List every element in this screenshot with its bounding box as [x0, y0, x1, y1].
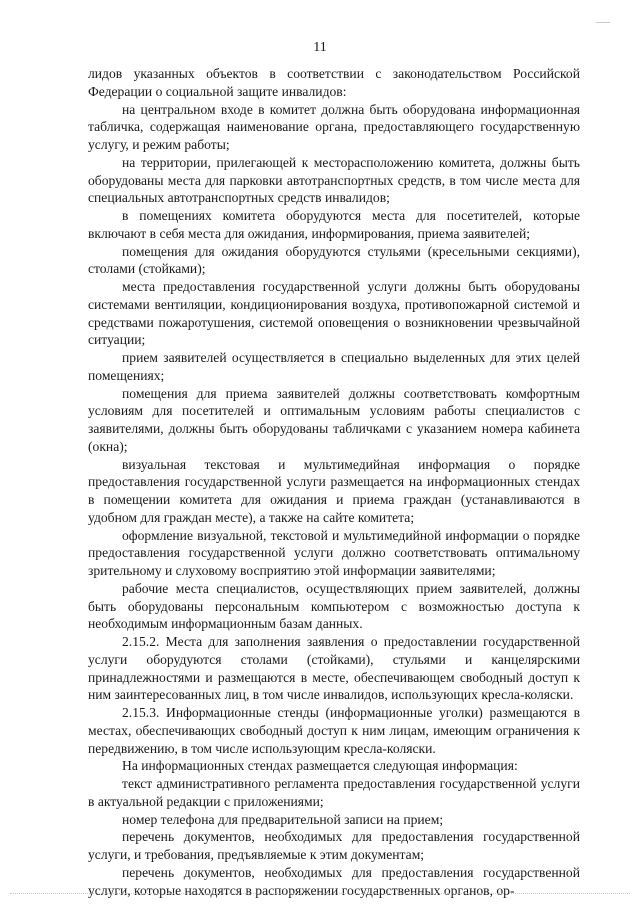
paragraph-phone-number: номер телефона для предварительной записи на прием;	[122, 811, 444, 827]
page-number: 11	[313, 40, 327, 55]
paragraph-2-15-3: 2.15.3. Информационные стенды (информационные уголки) размещаются в местах, обеспечивающих свободный доступ к ним лицам, имеющим ограничения к передвижению, в том числе использующим кресла-коляски.	[88, 705, 580, 756]
paragraph-information-design: оформление визуальной, текстовой и мультимедийной информации о порядке предоставления государственной услуги должно соответствовать оптимальному зрительному и слуховому восприятию этой информации заявителями;	[88, 527, 580, 578]
paragraph-reception-rooms: прием заявителей осуществляется в специально выделенных для этих целей помещениях;	[88, 350, 580, 383]
paragraph-visual-information: визуальная текстовая и мультимедийная информация о порядке предоставления государственной услуги размещается на информационных стендах в помещении комитета для ожидания и приема граждан (устанавливаются в удобном для граждан месте), а также на сайте комитета;	[88, 456, 580, 525]
paragraph-visitor-places: в помещениях комитета оборудуются места для посетителей, которые включают в себя места для ожидания, информирования, приема заявителей;	[88, 208, 580, 241]
paragraph-document-list-agencies: перечень документов, необходимых для предоставления государственной услуги, которые находятся в распоряжении государственных органов, ор-	[88, 864, 580, 898]
paragraph-stand-info-intro: На информационных стендах размещается следующая информация:	[122, 758, 518, 774]
paragraph-regulation-text: текст административного регламента предоставления государственной услуги в актуальной редакции с приложениями;	[88, 776, 580, 809]
paragraph-continuation: лидов указанных объектов в соответствии с законодательством Российской Федерации о социальной защите инвалидов:	[88, 66, 580, 99]
paragraph-comfort-conditions: помещения для приема заявителей должны соответствовать комфортным условиям для посетителей и оптимальным условиям работы специалистов с заявителями, должны быть оборудованы табличками с указанием номера кабинета (окна);	[88, 385, 580, 454]
paragraph-document-list: перечень документов, необходимых для предоставления государственной услуги, и требования, предъявляемые к этим документам;	[88, 829, 580, 862]
paragraph-workplaces: рабочие места специалистов, осуществляющих прием заявителей, должны быть оборудованы персональным компьютером с возможностью доступа к необходимым информационным базам данных.	[88, 580, 580, 632]
scan-bottom-edge	[10, 893, 630, 897]
paragraph-2-15-2: 2.15.2. Места для заполнения заявления о предоставлении государственной услуги оборудуются столами (стойками), стульями и канцелярскими принадлежностями и размещаются в месте, обеспечивающем свободный доступ к ним заинтересованных лиц, в том числе инвалидов, использующих кресла-коляски.	[88, 634, 580, 703]
paragraph-waiting-rooms: помещения для ожидания оборудуются стульями (кресельными секциями), столами (стойками);	[88, 243, 580, 277]
document-body	[88, 65, 580, 899]
paragraph-parking: на территории, прилегающей к месторасположению комитета, должны быть оборудованы места для парковки автотранспортных средств, в том числе места для специальных автотранспортных средств инвалидов;	[88, 154, 580, 206]
paragraph-entrance-sign: на центральном входе в комитет должна быть оборудована информационная табличка, содержащая наименование органа, предоставляющего государственную услугу, и режим работы;	[88, 101, 580, 152]
scan-speck	[596, 22, 610, 23]
paragraph-ventilation: места предоставления государственной услуги должны быть оборудованы системами вентиляции, кондиционирования воздуха, противопожарной системой и средствами пожаротушения, системой оповещения о возникновении чрезвычайной ситуации;	[88, 279, 580, 348]
